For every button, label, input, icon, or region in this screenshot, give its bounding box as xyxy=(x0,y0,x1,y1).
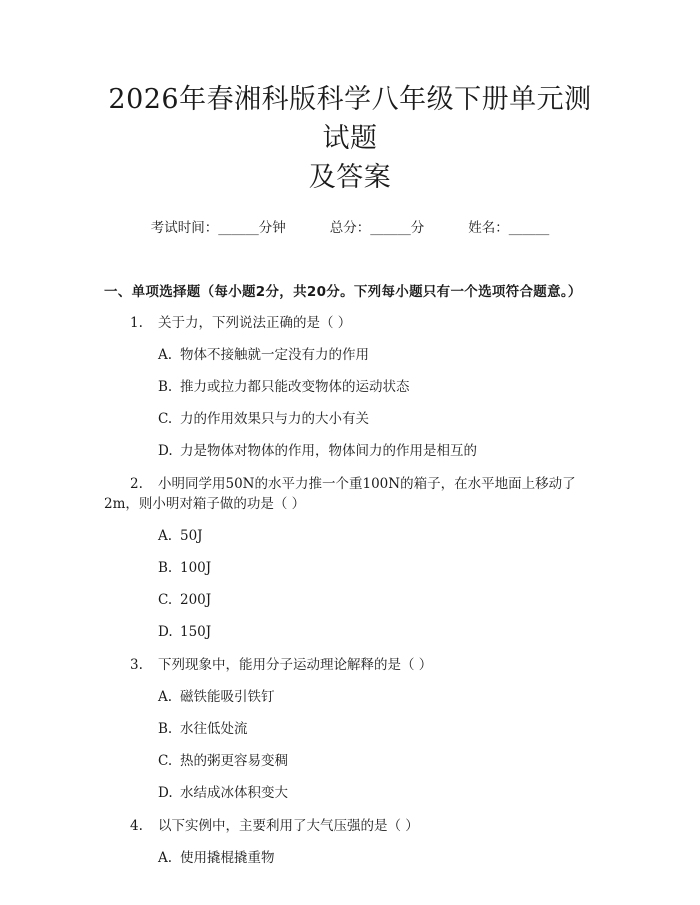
section-heading: 一、单项选择题（每小题2分，共20分。下列每小题只有一个选项符合题意。） xyxy=(104,284,582,300)
title-line-1: 2026年春湘科版科学八年级下册单元测试题 xyxy=(108,84,592,154)
option-letter: D. xyxy=(158,624,173,640)
option-text: 水往低处流 xyxy=(180,721,248,737)
option-a xyxy=(104,526,596,546)
option-text: 200J xyxy=(180,592,212,608)
option-letter: B. xyxy=(158,721,173,737)
option-text: 水结成冰体积变大 xyxy=(180,785,288,801)
question-2-options xyxy=(104,526,596,642)
option-c xyxy=(104,409,596,429)
option-a xyxy=(104,848,596,868)
option-text: 物体不接触就一定没有力的作用 xyxy=(180,347,369,363)
total-score-label: 总分： xyxy=(329,220,371,236)
option-letter: C. xyxy=(158,753,173,769)
option-letter: D. xyxy=(158,443,173,459)
question-number: 1. xyxy=(130,315,143,331)
question-4 xyxy=(104,816,596,836)
question-1 xyxy=(104,313,596,333)
option-c xyxy=(104,590,596,610)
option-letter: A. xyxy=(158,347,173,363)
option-letter: B. xyxy=(158,560,173,576)
option-text: 磁铁能吸引铁钉 xyxy=(180,689,275,705)
question-text: 以下实例中，主要利用了大气压强的是（ ） xyxy=(158,818,419,834)
option-text: 100J xyxy=(180,560,212,576)
question-4-options xyxy=(104,848,596,868)
exam-time-unit: 分钟 xyxy=(258,220,286,236)
question-1-options xyxy=(104,345,596,461)
question-stem xyxy=(104,655,596,675)
option-text: 推力或拉力都只能改变物体的运动状态 xyxy=(180,379,410,395)
option-text: 热的粥更容易变稠 xyxy=(180,753,288,769)
option-letter: D. xyxy=(158,785,173,801)
option-text: 150J xyxy=(180,624,212,640)
option-b xyxy=(104,377,596,397)
question-3 xyxy=(104,655,596,675)
option-text: 力的作用效果只与力的大小有关 xyxy=(180,411,369,427)
question-text-line-1: 小明同学用50N的水平力推一个重100N的箱子，在水平地面上移动了 xyxy=(158,476,576,492)
option-letter: A. xyxy=(158,528,173,544)
option-b xyxy=(104,558,596,578)
option-a xyxy=(104,687,596,707)
option-text: 力是物体对物体的作用，物体间力的作用是相互的 xyxy=(180,443,477,459)
question-text-line-2: 2m，则小明对箱子做的功是（ ） xyxy=(104,496,306,512)
total-score-blank: ______ xyxy=(370,220,411,236)
exam-info-row xyxy=(104,216,596,236)
question-text: 下列现象中，能用分子运动理论解释的是（ ） xyxy=(158,657,433,673)
question-text: 关于力，下列说法正确的是（ ） xyxy=(158,315,352,331)
option-letter: C. xyxy=(158,592,173,608)
question-number: 4. xyxy=(130,818,143,834)
option-d xyxy=(104,622,596,642)
question-2 xyxy=(104,474,596,514)
exam-time-label: 考试时间： xyxy=(150,220,219,236)
student-name-blank: ______ xyxy=(508,220,550,236)
option-c xyxy=(104,751,596,771)
option-d xyxy=(104,441,596,461)
student-name xyxy=(468,216,549,236)
option-b xyxy=(104,719,596,739)
student-name-label: 姓名： xyxy=(468,220,509,236)
question-stem xyxy=(104,474,596,494)
question-number: 2. xyxy=(130,476,143,492)
question-stem xyxy=(104,313,596,333)
option-letter: A. xyxy=(158,850,173,866)
option-letter: A. xyxy=(158,689,173,705)
total-score xyxy=(330,216,425,236)
option-letter: B. xyxy=(158,379,173,395)
question-3-options xyxy=(104,687,596,803)
question-stem xyxy=(104,816,596,836)
option-letter: C. xyxy=(158,411,173,427)
page-title xyxy=(104,0,596,197)
exam-time xyxy=(151,216,286,236)
option-text: 使用撬棍撬重物 xyxy=(180,850,275,866)
title-line-2: 及答案 xyxy=(308,162,392,193)
exam-time-blank: ______ xyxy=(218,220,259,236)
total-score-unit: 分 xyxy=(410,220,425,236)
option-text: 50J xyxy=(180,528,203,544)
option-a xyxy=(104,345,596,365)
option-d xyxy=(104,783,596,803)
question-number: 3. xyxy=(130,657,143,673)
